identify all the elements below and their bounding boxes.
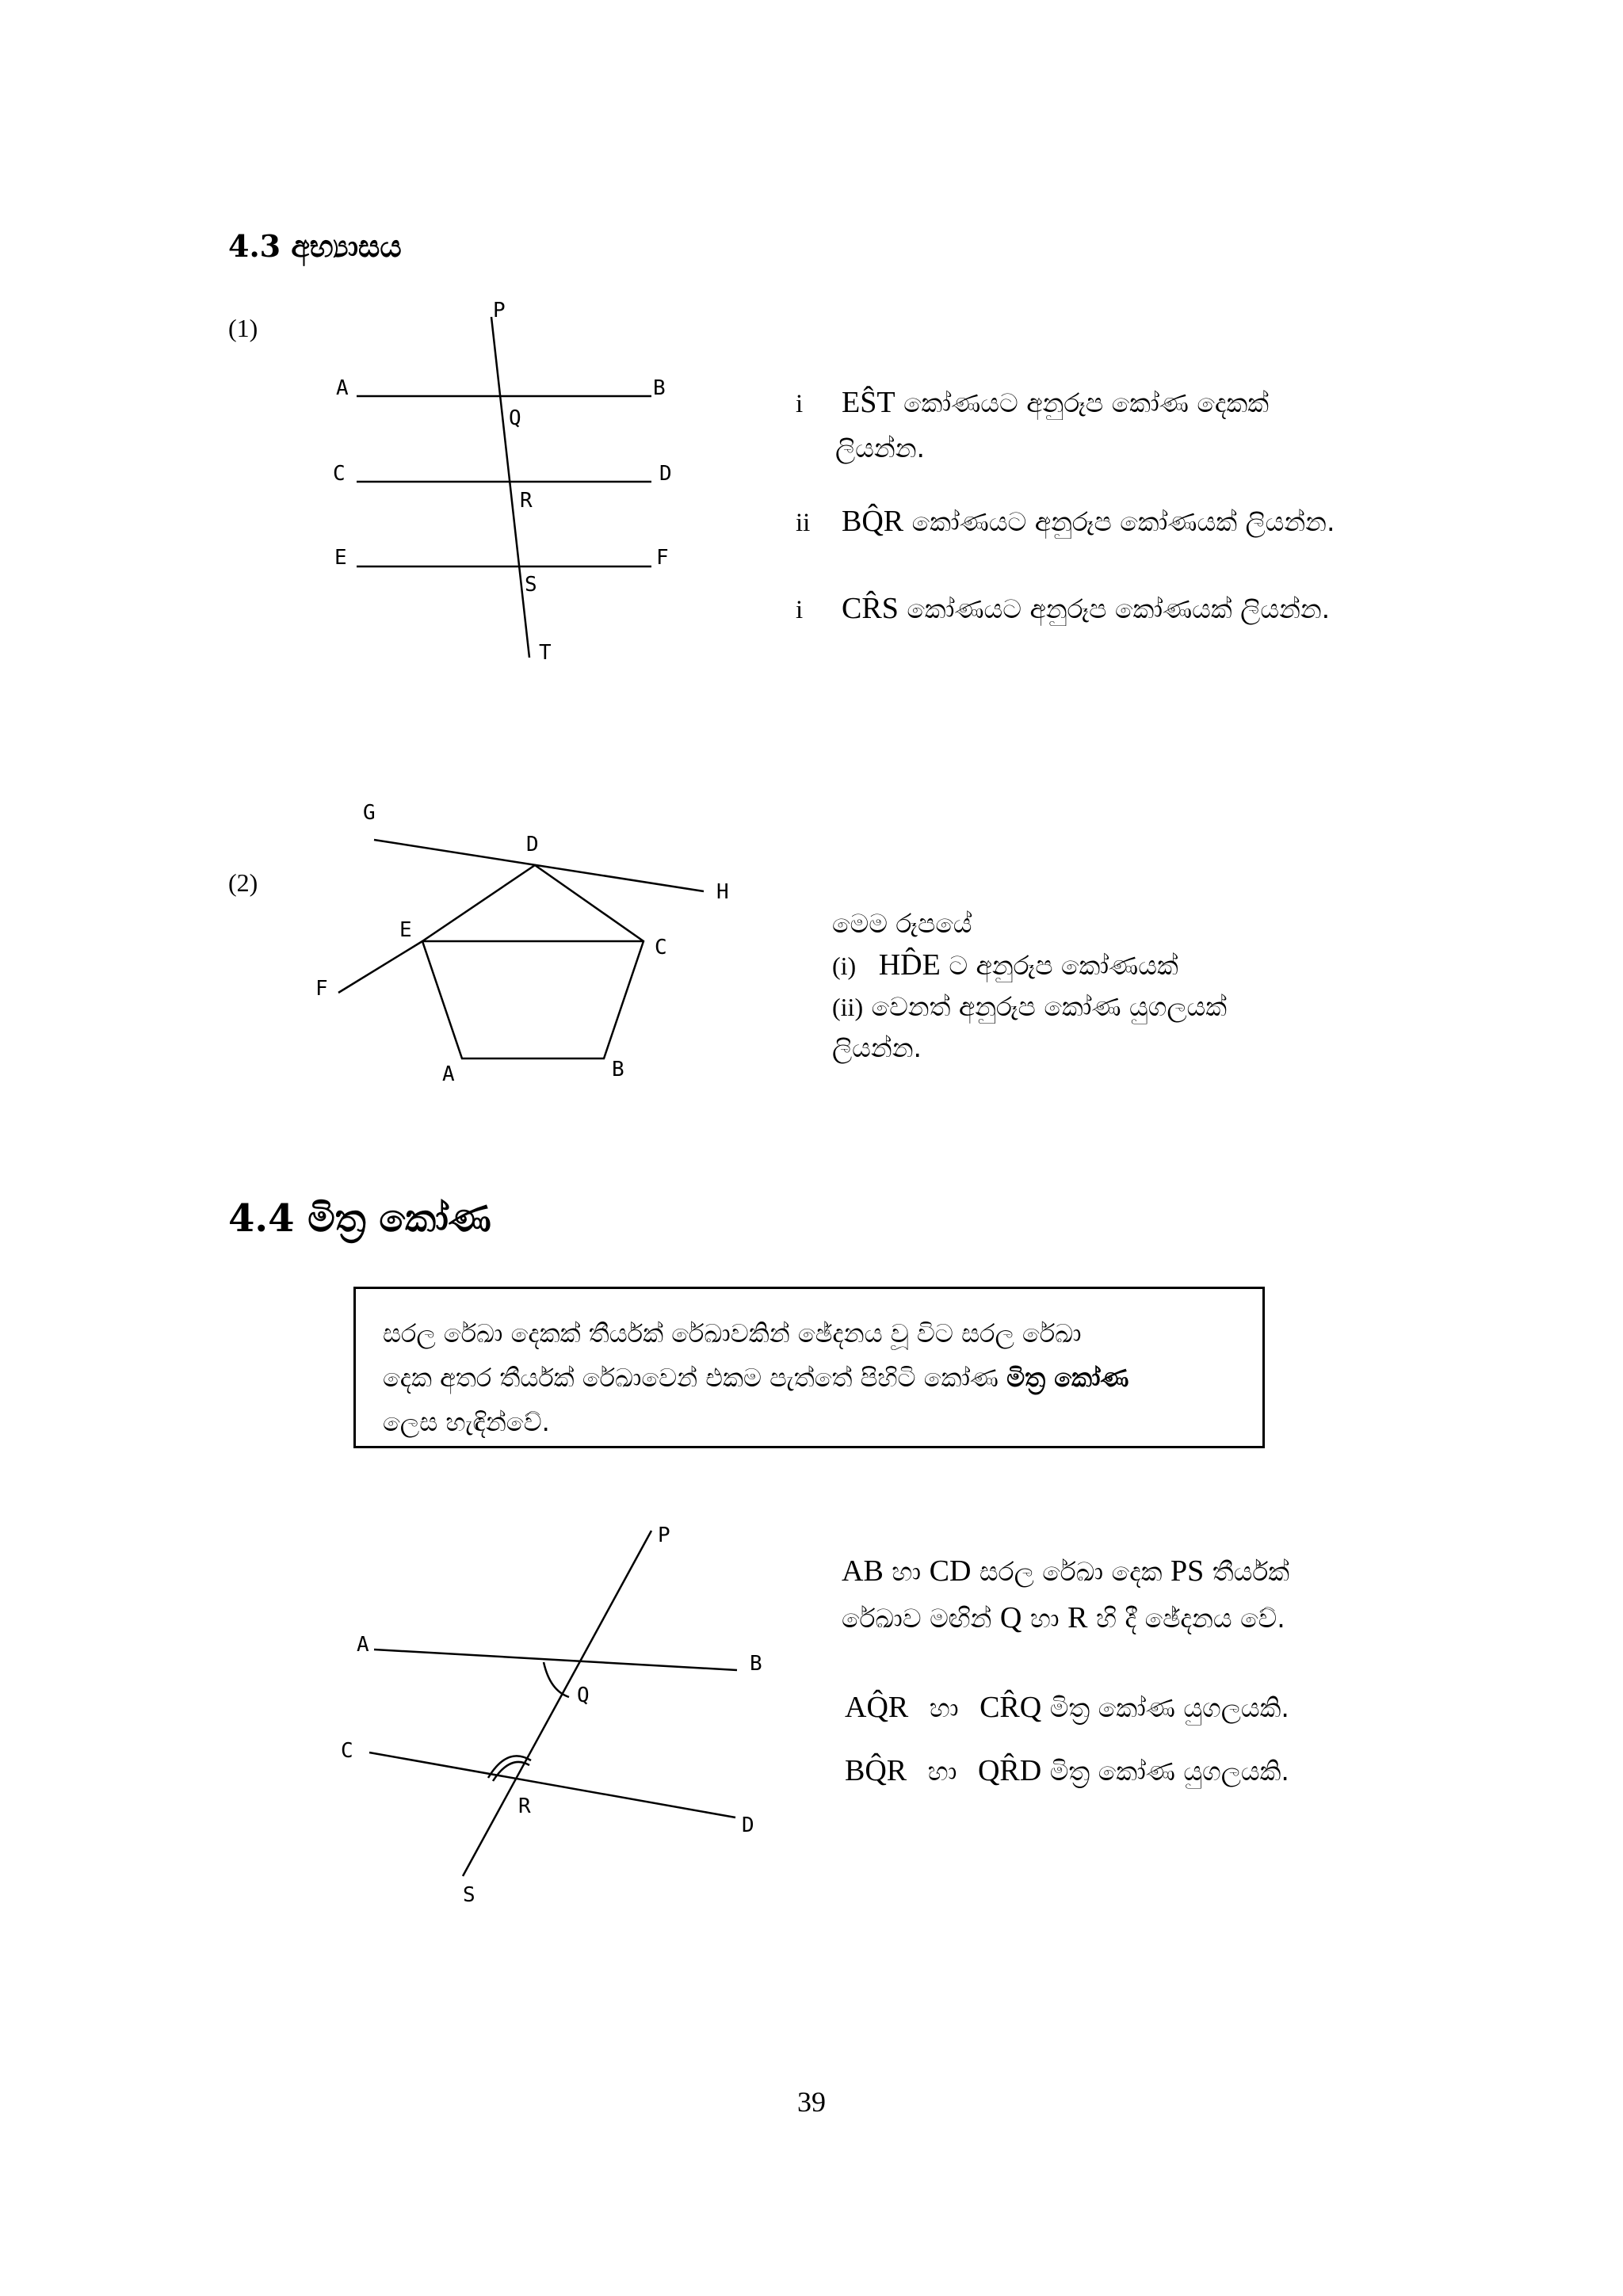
pair-2-text: මිත්‍ර කෝණ යුගලයකි. [1049,1756,1289,1787]
desc-ps: PS [1170,1554,1205,1588]
question-text: කෝණයට අනුරූප කෝණයක් ලියන්න. [911,506,1335,537]
question-marker: i [796,390,804,418]
desc-intersect: හි දී ඡේදනය වේ. [1096,1603,1285,1634]
label-a: A [336,376,349,400]
line-ef-ext [338,941,422,993]
label-a: A [357,1633,369,1657]
figure-3-description [842,1548,1396,1642]
desc-transversal: තීර්යක් [1212,1556,1290,1587]
section-4-4-heading: 4.4 මිත්‍ර කෝණ [228,1196,491,1241]
question-marker: ii [796,509,811,537]
line-ab-3 [374,1650,737,1670]
co-interior-pair-2 [845,1748,1289,1794]
label-e: E [334,546,347,570]
label-p: P [493,299,506,322]
transversal-ps [463,1531,651,1876]
angle-crq: CR̂Q [980,1691,1042,1724]
line-gh [374,840,704,891]
desc-and-1: හා [892,1556,922,1587]
angle-mark-aqr [544,1662,569,1697]
label-e: E [399,918,412,942]
ex2-q1-text: ට අනුරූප කෝණයක් [949,950,1178,981]
label-b: B [612,1058,624,1081]
pair-1-and: හා [929,1692,959,1723]
ex2-q1-marker: (i) [832,952,857,980]
desc-line-by: රේඛාව මඟින් [842,1603,992,1634]
section-4-3-heading: 4.3 අභ්‍යාසය [228,228,402,264]
definition-line-2: දෙක අතර තීර්යක් රේඛාවෙන් එකම පැත්තේ පිහිටි කෝණ [383,1363,1007,1393]
angle-qrd: QR̂D [977,1754,1042,1787]
ex2-q2-text: වෙනත් අනුරූප කෝණ යුගලයක් [871,991,1228,1022]
question-text: කෝණයට අනුරූප කෝණ දෙකක් [903,387,1270,418]
label-q: Q [577,1684,590,1707]
label-s: S [525,573,537,597]
label-a: A [442,1062,455,1086]
desc-and-2: හා [1029,1603,1060,1634]
label-d: D [526,833,539,856]
desc-two-lines: සරල රේඛා දෙක [979,1556,1163,1587]
definition-term: මිත්‍ර කෝණ [1006,1363,1129,1393]
angle-bqr: BQ̂R [845,1754,907,1787]
desc-cd: CD [929,1554,972,1588]
question-text-cont: ලියන්න. [835,433,925,463]
desc-r: R [1067,1601,1088,1634]
pentagon [422,865,643,1058]
ex2-q1-angle: HD̂E [878,948,941,982]
ex2-q2-text-cont: ලියන්න. [832,1032,922,1063]
label-h: H [716,880,729,904]
label-t: T [539,641,552,665]
ex2-questions [832,903,1227,1069]
label-s: S [463,1883,475,1907]
label-r: R [520,489,533,513]
label-q: Q [509,406,521,430]
ex1-question-ii [796,499,1335,545]
angle-name: CR̂S [842,592,899,625]
label-c: C [341,1739,353,1763]
label-f: F [315,977,328,1001]
pair-2-and: හා [927,1756,957,1787]
line-cd-3 [369,1753,735,1817]
co-interior-pair-1 [845,1684,1289,1731]
label-d: D [659,462,672,486]
exercise-2-number: (2) [228,868,258,897]
transversal-pt [491,317,529,658]
ex1-question-i [796,380,1269,471]
ex1-question-iii [796,586,1330,632]
label-p: P [658,1524,670,1547]
desc-q: Q [999,1601,1022,1634]
ex2-intro: මෙම රූපයේ [832,908,972,939]
angle-name: BQ̂R [842,505,904,538]
label-r: R [518,1794,531,1818]
angle-name: EŜT [842,386,896,419]
definition-line-1: සරල රේඛා දෙකක් තීර්යක් රේඛාවකින් ඡේදනය වූ විට සරල රේඛා [383,1318,1082,1348]
definition-box [353,1287,1265,1448]
label-b: B [653,376,666,400]
definition-line-3: ලෙස හැඳින්වේ. [383,1407,550,1437]
question-text: කෝණයට අනුරූප කෝණයක් ලියන්න. [907,593,1331,624]
label-c: C [333,462,346,486]
page-number: 39 [797,2086,826,2118]
desc-ab: AB [842,1554,884,1588]
label-g: G [363,801,376,825]
label-c: C [655,936,667,959]
pair-1-text: මිත්‍ර කෝණ යුගලයකි. [1049,1692,1289,1723]
label-b: B [750,1652,762,1676]
exercise-1-number: (1) [228,314,258,342]
angle-aqr: AQ̂R [845,1691,909,1724]
ex2-q2-marker: (ii) [832,993,864,1021]
question-marker: i [796,596,804,624]
label-f: F [656,546,669,570]
label-d: D [742,1814,754,1837]
